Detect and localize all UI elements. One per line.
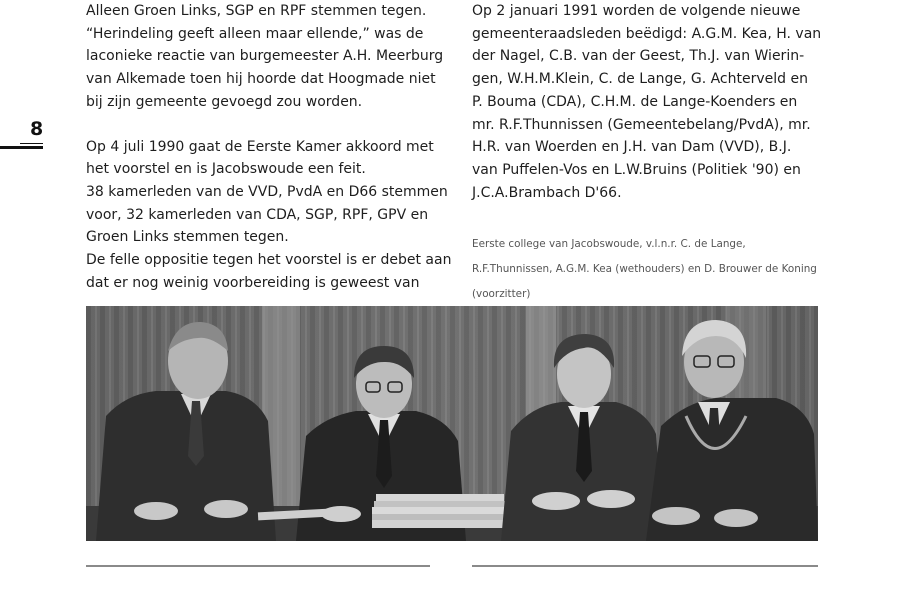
- text-line: dat er nog weinig voorbereiding is geweest van: [86, 274, 420, 291]
- caption-line: (voorzitter): [472, 288, 531, 300]
- text-line: H.R. van Woerden en J.H. van Dam (VVD), B.J.: [472, 139, 792, 156]
- bottom-rule-left: [86, 565, 430, 567]
- group-photo-illustration: [86, 306, 818, 541]
- text-line: P. Bouma (CDA), C.H.M. de Lange-Koenders en: [472, 93, 798, 110]
- text-line: voor, 32 kamerleden van CDA, SGP, RPF, GPV en: [86, 206, 429, 223]
- text-line: der Nagel, C.B. van der Geest, Th.J. van Wierin-: [472, 48, 805, 65]
- text-line: bij zijn gemeente gevoegd zou worden.: [86, 93, 363, 110]
- photo-caption: [472, 232, 822, 307]
- text-line: Alleen Groen Links, SGP en RPF stemmen tegen.: [86, 3, 427, 19]
- left-text-column: [86, 0, 452, 294]
- page-number: 8: [30, 118, 44, 140]
- right-text-column: [472, 0, 822, 204]
- text-line: Op 4 juli 1990 gaat de Eerste Kamer akkoord met: [86, 138, 434, 155]
- text-line: het voorstel en is Jacobswoude een feit.: [86, 161, 366, 178]
- text-line: gemeenteraadsleden beëdigd: A.G.M. Kea, H. van: [472, 25, 822, 42]
- left-paragraph-2: [86, 136, 452, 295]
- text-line: Op 2 januari 1991 worden de volgende nieuwe: [472, 3, 801, 19]
- text-line: gen, W.H.M.Klein, C. de Lange, G. Achterveld en: [472, 71, 808, 88]
- text-line: De felle oppositie tegen het voorstel is er debet aan: [86, 252, 452, 269]
- text-line: laconieke reactie van burgemeester A.H. Meerburg: [86, 48, 444, 65]
- text-line: van Alkemade toen hij hoorde dat Hoogmade niet: [86, 71, 436, 88]
- left-paragraph-1: [86, 0, 444, 114]
- text-line: “Herindeling geeft alleen maar ellende,” was de: [86, 25, 424, 42]
- page-number-rule: [0, 146, 43, 149]
- text-line: J.C.A.Brambach D'66.: [472, 184, 622, 201]
- text-line: 38 kamerleden van de VVD, PvdA en D66 stemmen: [86, 183, 448, 200]
- group-photo: [86, 306, 818, 541]
- text-line: Groen Links stemmen tegen.: [86, 229, 289, 246]
- caption-line: Eerste college van Jacobswoude, v.l.n.r. C. de Lange,: [472, 238, 746, 250]
- text-line: van Puffelen-Vos en L.W.Bruins (Politiek '90) en: [472, 161, 801, 178]
- bottom-rule-right: [472, 565, 818, 567]
- caption-line: R.F.Thunnissen, A.G.M. Kea (wethouders) en D. Brouwer de Koning: [472, 263, 817, 275]
- text-line: mr. R.F.Thunnissen (Gemeentebelang/PvdA), mr.: [472, 116, 811, 133]
- right-paragraph-1: [472, 0, 822, 204]
